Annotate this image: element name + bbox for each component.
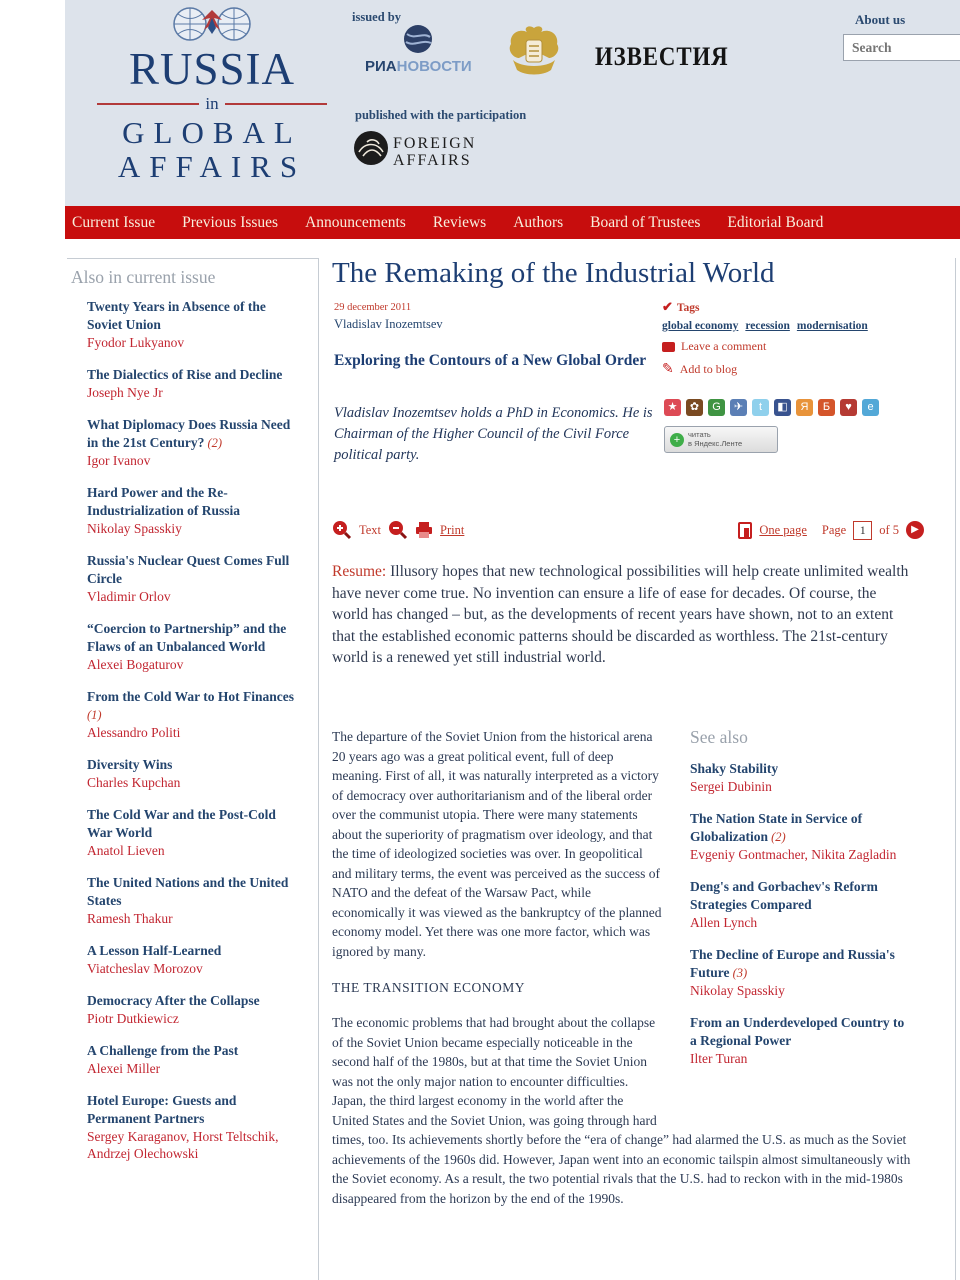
yandex-bookmarks-share-icon[interactable]: Я bbox=[796, 399, 813, 416]
pencil-icon: ✎ bbox=[662, 362, 674, 377]
see-also-item bbox=[690, 946, 912, 999]
page-number-input[interactable] bbox=[853, 521, 872, 540]
sidebar-article-title[interactable]: Russia's Nuclear Quest Comes Full Circle bbox=[87, 553, 290, 586]
page-count-label: of 5 bbox=[879, 522, 899, 537]
tag-link[interactable]: global economy bbox=[662, 320, 739, 332]
yandex-button-line1: читать bbox=[688, 430, 711, 439]
see-also-item-author[interactable]: Evgeniy Gontmacher, Nikita Zagladin bbox=[690, 847, 897, 862]
sidebar-article-author[interactable]: Sergey Karaganov, Horst Teltschik, Andrzej Olechowski bbox=[87, 1129, 279, 1161]
see-also-panel bbox=[662, 727, 912, 1082]
sidebar-article-item bbox=[87, 1042, 299, 1077]
article-meta bbox=[334, 302, 443, 332]
nav-item[interactable]: Current Issue bbox=[72, 213, 156, 231]
tag-link[interactable]: modernisation bbox=[796, 320, 868, 332]
sidebar-article-title[interactable]: A Challenge from the Past bbox=[87, 1043, 239, 1058]
header bbox=[65, 0, 960, 206]
sidebar-article-item bbox=[87, 484, 299, 537]
nav-item[interactable]: Reviews bbox=[432, 213, 487, 231]
comment-bubble-icon bbox=[662, 342, 675, 352]
see-also-item-title[interactable]: The Nation State in Service of Globalization bbox=[690, 811, 863, 844]
leave-comment-button[interactable] bbox=[662, 339, 954, 354]
next-page-button[interactable]: ▶ bbox=[906, 521, 924, 539]
google-bookmarks-share-icon[interactable]: G bbox=[708, 399, 725, 416]
sidebar-article-item bbox=[87, 416, 299, 469]
article-subtitle: Exploring the Contours of a New Global Order bbox=[334, 352, 647, 369]
search-input[interactable] bbox=[843, 34, 960, 61]
sidebar-article-author[interactable]: Anatol Lieven bbox=[87, 843, 165, 858]
nav-item[interactable]: Authors bbox=[513, 213, 564, 231]
sidebar-article-title[interactable]: Twenty Years in Absence of the Soviet Union bbox=[87, 299, 266, 332]
sidebar-article-author[interactable]: Ramesh Thakur bbox=[87, 911, 173, 926]
see-also-item-author[interactable]: Allen Lynch bbox=[690, 915, 758, 930]
add-to-blog-label: Add to blog bbox=[679, 362, 738, 376]
sidebar-article-item bbox=[87, 874, 299, 927]
logo-word-global: GLOBAL bbox=[122, 115, 302, 150]
article-title: The Remaking of the Industrial World bbox=[332, 257, 775, 289]
article-date: 29 december 2011 bbox=[334, 302, 412, 313]
sidebar-article-title[interactable]: “Coercion to Partnership” and the Flaws of an Unbalanced World bbox=[87, 621, 287, 654]
text-zoom-in-icon[interactable] bbox=[332, 520, 352, 540]
resume-text: Illusory hopes that new technological possibilities will help create unlimited wealth have never come true. No invention can ensure a life of ease for decades. Of course, the world has changed – but, as the developments of recent years have shown, not to an extent that the established economic patterns should be discarded as worthless. The 21st-century world is a renewed yet still industrial world. bbox=[332, 563, 909, 666]
main-nav bbox=[65, 206, 960, 239]
see-also-part-number: (3) bbox=[729, 966, 748, 980]
fa-word-affairs: AFFAIRS bbox=[393, 152, 472, 169]
issue-list bbox=[87, 298, 318, 1162]
sidebar-article-title[interactable]: Diversity Wins bbox=[87, 757, 173, 772]
delicious-share-icon[interactable]: ◧ bbox=[774, 399, 791, 416]
sidebar-divider bbox=[318, 258, 319, 1280]
see-also-item bbox=[690, 1014, 912, 1067]
see-also-item bbox=[690, 878, 912, 931]
bobrdobr-share-icon[interactable]: Б bbox=[818, 399, 835, 416]
participation-label: published with the participation bbox=[355, 108, 527, 122]
text-zoom-out-icon[interactable] bbox=[388, 520, 408, 540]
content-area bbox=[65, 239, 960, 1280]
sidebar-article-author[interactable]: Joseph Nye Jr bbox=[87, 385, 163, 400]
sidebar-article-author[interactable]: Nikolay Spasskiy bbox=[87, 521, 182, 536]
print-link[interactable]: Print bbox=[440, 522, 465, 537]
sidebar-article-item bbox=[87, 992, 299, 1027]
sidebar-article-author[interactable]: Fyodor Lukyanov bbox=[87, 335, 185, 350]
sidebar-article-title[interactable]: The Cold War and the Post-Cold War World bbox=[87, 807, 276, 840]
see-also-item bbox=[690, 810, 912, 863]
see-also-item-title[interactable]: Deng's and Gorbachev's Reform Strategies Compared bbox=[690, 879, 878, 912]
printer-icon[interactable] bbox=[415, 521, 433, 539]
right-edge-divider bbox=[955, 258, 956, 1280]
nav-item[interactable]: Editorial Board bbox=[727, 213, 824, 231]
foreign-affairs-emblem-icon bbox=[353, 130, 389, 166]
yandex-button-line2: в Яндекс.Ленте bbox=[688, 438, 743, 448]
add-to-blog-button[interactable] bbox=[662, 361, 954, 378]
sidebar-article-part-number: (2) bbox=[204, 436, 223, 450]
sidebar-article-title[interactable]: From the Cold War to Hot Finances bbox=[87, 689, 294, 704]
sidebar-article-author[interactable]: Alessandro Politi bbox=[87, 725, 181, 740]
sidebar-article-title[interactable]: The United Nations and the United States bbox=[87, 875, 289, 908]
page-label: Page bbox=[821, 522, 847, 537]
sidebar-article-title[interactable]: What Diplomacy Does Russia Need in the 21st Century? bbox=[87, 417, 291, 450]
sidebar-article-author[interactable]: Vladimir Orlov bbox=[87, 589, 171, 604]
about-us-link[interactable]: About us bbox=[855, 12, 906, 27]
logo-rule-right bbox=[225, 103, 327, 105]
tags-panel bbox=[662, 299, 954, 385]
see-also-item-title[interactable]: From an Underdeveloped Country to a Regional Power bbox=[690, 1015, 905, 1048]
see-also-item-title[interactable]: The Decline of Europe and Russia's Future bbox=[690, 947, 895, 980]
one-page-icon bbox=[738, 522, 752, 539]
foreign-affairs-logo[interactable] bbox=[393, 135, 476, 169]
sidebar-article-item bbox=[87, 552, 299, 605]
sidebar-article-part-number: (1) bbox=[87, 708, 102, 722]
twitter-share-icon[interactable]: t bbox=[752, 399, 769, 416]
plus-icon: + bbox=[670, 433, 684, 447]
ria-globe-icon bbox=[403, 24, 433, 54]
tag-links bbox=[662, 320, 954, 332]
fa-word-foreign: FOREIGN bbox=[393, 135, 477, 152]
ria-name-part1: РИА bbox=[365, 58, 397, 75]
memori-share-icon[interactable]: ♥ bbox=[840, 399, 857, 416]
logo-word-in: in bbox=[205, 94, 219, 113]
one-page-link[interactable]: One page bbox=[759, 522, 807, 537]
article-author-link[interactable]: Vladislav Inozemtsev bbox=[334, 317, 443, 331]
sidebar-article-item bbox=[87, 366, 299, 401]
resume-label: Resume: bbox=[332, 563, 387, 580]
section-heading: THE TRANSITION ECONOMY bbox=[332, 980, 525, 995]
see-also-part-number: (2) bbox=[768, 830, 786, 844]
page bbox=[65, 0, 960, 1280]
ljseek-share-icon[interactable]: e bbox=[862, 399, 879, 416]
logo-rule-left bbox=[97, 103, 199, 105]
liveinternet-share-icon[interactable]: ✿ bbox=[686, 399, 703, 416]
sidebar-article-title[interactable]: A Lesson Half-Learned bbox=[87, 943, 222, 958]
nav-item[interactable]: Announcements bbox=[305, 213, 406, 231]
sidebar-article-author[interactable]: Piotr Dutkiewicz bbox=[87, 1011, 179, 1026]
sidebar-article-item bbox=[87, 620, 299, 673]
body-paragraph-1: The departure of the Soviet Union from the historical arena 20 years ago was a great political event, full of deep meaning. First of all, it was naturally interpreted as a victory of democracy over authoritarianism and of the liberal order over the communist utopia. There were many statements about the superiority of pragmatism over ideology, and that the time of ideologized societies was over. In geopolitical and military terms, the event was perceived as the success of NATO and the defeat of the Warsaw Pact, while economically it was viewed as the bankruptcy of the planned economy model. Yet there was one more factor, which was ignored by many. bbox=[332, 729, 662, 959]
see-also-title: See also bbox=[690, 727, 748, 747]
moemesto-share-icon[interactable]: ✈ bbox=[730, 399, 747, 416]
share-icons-row bbox=[664, 399, 879, 416]
tag-link[interactable]: recession bbox=[745, 320, 790, 332]
sidebar-article-title[interactable]: The Dialectics of Rise and Decline bbox=[87, 367, 283, 382]
yandex-lenta-subscribe-button[interactable] bbox=[664, 426, 778, 453]
also-in-current-issue-panel bbox=[67, 258, 318, 1177]
article-body bbox=[332, 727, 912, 1227]
see-also-item-author[interactable]: Ilter Turan bbox=[690, 1051, 748, 1066]
checkmark-icon: ✔ bbox=[662, 299, 673, 314]
sidebar-article-item bbox=[87, 806, 299, 859]
sidebar-article-author[interactable]: Igor Ivanov bbox=[87, 453, 151, 468]
see-also-list bbox=[690, 760, 912, 1067]
sidebar-article-author[interactable]: Alexei Bogaturov bbox=[87, 657, 184, 672]
mirtesen-share-icon[interactable]: ★ bbox=[664, 399, 681, 416]
see-also-item-author[interactable]: Sergei Dubinin bbox=[690, 779, 772, 794]
article-resume bbox=[332, 561, 910, 669]
issued-by-label: issued by bbox=[352, 10, 401, 24]
sidebar-article-item bbox=[87, 756, 299, 791]
sidebar-article-title[interactable]: Hard Power and the Re-Industrialization of Russia bbox=[87, 485, 241, 518]
leave-comment-label: Leave a comment bbox=[681, 339, 767, 353]
see-also-item bbox=[690, 760, 912, 795]
nav-item[interactable]: Board of Trustees bbox=[590, 213, 701, 231]
see-also-item-title[interactable]: Shaky Stability bbox=[690, 761, 779, 776]
body-paragraph-2: The economic problems that had brought about the collapse of the Soviet Union became especially noticeable in the second half of the 1980s, but at that time the Soviet Union was not the only major nation to encounter difficulties. Japan, the third largest economy in the world after the United States and the Soviet Union, was going through hard times, too. Its achievements shortly before the “era of change” had alarmed the U.S. as much as the Soviet achievements of the 1960s did. However, Japan went into an economic tailspin almost simultaneously with the Soviet economy. As a result, the two potential rivals that the U.S. had to reckon with in the mid-1980s disappeared from the horizon by the end of the 1990s. bbox=[332, 1015, 911, 1206]
sidebar-title: Also in current issue bbox=[71, 267, 216, 287]
globes-eagle-emblem bbox=[164, 4, 260, 44]
article-toolbar bbox=[332, 520, 924, 540]
text-size-label: Text bbox=[359, 522, 382, 537]
sidebar-article-item bbox=[87, 688, 299, 741]
izvestia-eagle-icon bbox=[505, 24, 563, 78]
sidebar-article-title[interactable]: Democracy After the Collapse bbox=[87, 993, 260, 1008]
nav-item[interactable]: Previous Issues bbox=[182, 213, 279, 231]
sidebar-article-author[interactable]: Alexei Miller bbox=[87, 1061, 161, 1076]
logo-word-affairs: AFFAIRS bbox=[117, 149, 307, 184]
logo-word-russia: RUSSIA bbox=[128, 44, 296, 94]
sidebar-article-item bbox=[87, 942, 299, 977]
sidebar-article-author[interactable]: Charles Kupchan bbox=[87, 775, 181, 790]
izvestia-logo[interactable]: ИЗВЕСТИЯ bbox=[595, 42, 729, 71]
author-bio: Vladislav Inozemtsev holds a PhD in Economics. He is Chairman of the Higher Council of the Civil Force political party. bbox=[334, 405, 653, 463]
site-logo[interactable] bbox=[97, 4, 327, 184]
tags-label: Tags bbox=[676, 302, 700, 314]
see-also-item-author[interactable]: Nikolay Spasskiy bbox=[690, 983, 785, 998]
ria-name-part2: НОВОСТИ bbox=[396, 58, 472, 75]
sidebar-article-title[interactable]: Hotel Europe: Guests and Permanent Partners bbox=[87, 1093, 237, 1126]
sidebar-article-author[interactable]: Viatcheslav Morozov bbox=[87, 961, 203, 976]
sidebar-article-item bbox=[87, 1092, 299, 1162]
sidebar-article-item bbox=[87, 298, 299, 351]
